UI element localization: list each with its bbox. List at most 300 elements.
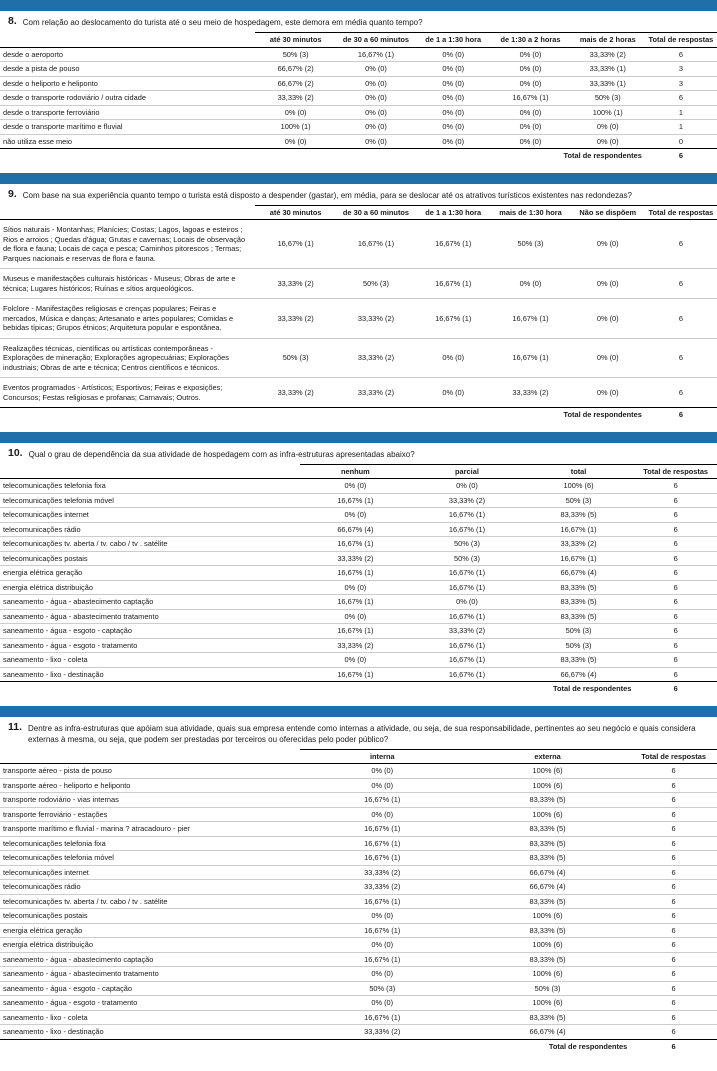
data-cell: 33,33% (1)	[571, 62, 645, 77]
data-cell: 66,67% (4)	[465, 880, 630, 895]
section-divider-bar	[0, 173, 717, 184]
row-total-cell: 6	[630, 880, 717, 895]
row-label: saneamento - lixo - destinação	[0, 1025, 300, 1040]
data-cell: 16,67% (1)	[411, 638, 523, 653]
data-cell: 83,33% (5)	[465, 1010, 630, 1025]
question-header	[0, 184, 717, 205]
data-cell: 0% (0)	[490, 76, 570, 91]
table-row	[0, 952, 717, 967]
table-row	[0, 638, 717, 653]
table-row	[0, 493, 717, 508]
data-cell: 100% (6)	[465, 909, 630, 924]
table-row	[0, 894, 717, 909]
data-cell: 33,33% (2)	[255, 269, 335, 299]
table-row	[0, 220, 717, 269]
data-cell: 0% (0)	[336, 62, 416, 77]
data-cell: 0% (0)	[416, 91, 490, 106]
row-total-cell: 6	[634, 653, 717, 668]
data-cell: 0% (0)	[571, 378, 645, 408]
row-label: transporte rodoviário - vias internas	[0, 793, 300, 808]
data-cell: 16,67% (1)	[300, 836, 465, 851]
data-cell: 50% (3)	[255, 47, 335, 62]
question-header	[0, 11, 717, 32]
data-cell: 50% (3)	[336, 269, 416, 299]
block-spacer	[0, 163, 717, 173]
column-header-blank	[0, 33, 255, 48]
table-row	[0, 1025, 717, 1040]
data-cell: 100% (1)	[255, 120, 335, 135]
respondents-total-label: Total de respondentes	[553, 684, 632, 693]
row-label: desde o transporte ferroviário	[0, 105, 255, 120]
column-header: parcial	[411, 464, 523, 479]
row-total-cell: 6	[630, 865, 717, 880]
data-cell: 0% (0)	[571, 120, 645, 135]
row-total-cell: 6	[645, 269, 717, 299]
question-text: Qual o grau de dependência da sua atividade de hospedagem com as infra-estruturas apresentadas abaixo?	[28, 449, 415, 459]
data-cell: 33,33% (2)	[300, 1025, 465, 1040]
table-row	[0, 778, 717, 793]
table-row	[0, 822, 717, 837]
table-row	[0, 580, 717, 595]
data-cell: 33,33% (1)	[571, 76, 645, 91]
respondents-total-value: 6	[673, 684, 678, 693]
column-header: total	[523, 464, 635, 479]
row-total-cell: 6	[630, 1025, 717, 1040]
data-cell: 50% (3)	[255, 338, 335, 378]
data-cell: 33,33% (2)	[255, 299, 335, 339]
data-cell: 83,33% (5)	[523, 595, 635, 610]
table-row	[0, 134, 717, 149]
data-cell: 100% (6)	[465, 764, 630, 779]
respondents-total-value: 6	[678, 151, 683, 160]
question-block-8	[0, 0, 717, 173]
row-total-cell: 6	[634, 566, 717, 581]
table-row	[0, 76, 717, 91]
data-cell: 83,33% (5)	[465, 952, 630, 967]
row-label: saneamento - água - esgoto - captação	[0, 981, 300, 996]
column-header: Total de respostas	[645, 33, 717, 48]
table-row	[0, 595, 717, 610]
block-spacer	[0, 1053, 717, 1063]
data-cell: 0% (0)	[336, 120, 416, 135]
table-row	[0, 851, 717, 866]
data-cell: 16,67% (1)	[416, 269, 490, 299]
data-cell: 50% (3)	[571, 91, 645, 106]
row-label: saneamento - água - abastecimento captação	[0, 595, 300, 610]
respondents-total-label: Total de respondentes	[563, 151, 642, 160]
table-row	[0, 938, 717, 953]
data-cell: 33,33% (2)	[411, 624, 523, 639]
table-row	[0, 909, 717, 924]
row-total-cell: 1	[645, 120, 717, 135]
row-total-cell: 6	[630, 851, 717, 866]
row-label: saneamento - lixo - coleta	[0, 653, 300, 668]
row-label: desde a pista de pouso	[0, 62, 255, 77]
data-cell: 0% (0)	[300, 609, 412, 624]
table-row	[0, 479, 717, 494]
row-total-cell: 6	[630, 764, 717, 779]
row-total-cell: 6	[634, 522, 717, 537]
section-divider-bar	[0, 0, 717, 11]
respondents-total-row	[0, 682, 717, 696]
data-cell: 16,67% (1)	[411, 508, 523, 523]
data-cell: 0% (0)	[490, 47, 570, 62]
data-cell: 0% (0)	[300, 479, 412, 494]
row-total-cell: 6	[645, 299, 717, 339]
data-cell: 16,67% (1)	[300, 493, 412, 508]
data-cell: 100% (6)	[465, 996, 630, 1011]
row-label: telecomunicações internet	[0, 865, 300, 880]
data-cell: 0% (0)	[416, 62, 490, 77]
data-cell: 100% (6)	[465, 778, 630, 793]
column-header: de 1 a 1:30 hora	[416, 205, 490, 220]
data-cell: 66,67% (4)	[465, 1025, 630, 1040]
data-cell: 16,67% (1)	[336, 47, 416, 62]
table-row	[0, 551, 717, 566]
data-cell: 16,67% (1)	[336, 220, 416, 269]
data-cell: 0% (0)	[416, 378, 490, 408]
question-block-11	[0, 706, 717, 1064]
data-cell: 0% (0)	[255, 105, 335, 120]
question-text: Dentre as infra-estruturas que apóiam sua atividade, quais sua empresa entende como internas a atividade, ou seja, de sua responsabilidade, pertinentes ao seu negócio e quais considera externas à mesma, ou seja, que podem ser prestadas por terceiros ou oferecidas pelo poder público?	[28, 723, 696, 744]
row-total-cell: 6	[634, 595, 717, 610]
data-cell: 33,33% (2)	[571, 47, 645, 62]
data-cell: 83,33% (5)	[523, 653, 635, 668]
data-cell: 16,67% (1)	[411, 580, 523, 595]
question-header	[0, 443, 717, 464]
row-label: saneamento - água - esgoto - tratamento	[0, 996, 300, 1011]
data-cell: 16,67% (1)	[300, 923, 465, 938]
data-cell: 0% (0)	[411, 595, 523, 610]
column-header: de 30 a 60 minutos	[336, 205, 416, 220]
column-header: nenhum	[300, 464, 412, 479]
table-row	[0, 269, 717, 299]
table-row	[0, 624, 717, 639]
row-total-cell: 6	[630, 807, 717, 822]
data-cell: 0% (0)	[490, 269, 570, 299]
row-total-cell: 6	[634, 551, 717, 566]
results-table	[0, 749, 717, 1054]
row-total-cell: 6	[634, 609, 717, 624]
data-cell: 16,67% (1)	[490, 91, 570, 106]
row-label: desde o heliporto e heliponto	[0, 76, 255, 91]
data-cell: 83,33% (5)	[465, 836, 630, 851]
question-block-10	[0, 432, 717, 706]
data-cell: 0% (0)	[571, 338, 645, 378]
column-header: de 1:30 a 2 horas	[490, 33, 570, 48]
data-cell: 16,67% (1)	[523, 551, 635, 566]
column-header: até 30 minutos	[255, 33, 335, 48]
column-header: Total de respostas	[630, 749, 717, 764]
data-cell: 100% (6)	[523, 479, 635, 494]
row-total-cell: 6	[630, 909, 717, 924]
table-row	[0, 880, 717, 895]
row-label: telecomunicações tv. aberta / tv. cabo / tv . satélite	[0, 894, 300, 909]
table-row	[0, 793, 717, 808]
question-number: 8.	[8, 15, 17, 27]
row-total-cell: 6	[630, 793, 717, 808]
table-row	[0, 1010, 717, 1025]
data-cell: 50% (3)	[523, 624, 635, 639]
data-cell: 100% (6)	[465, 967, 630, 982]
row-label: Eventos programados - Artísticos; Esportivos; Feiras e exposições; Concursos; Festas religiosas e profanas; Carnavais; Outros.	[0, 378, 255, 408]
row-total-cell: 6	[630, 836, 717, 851]
data-cell: 16,67% (1)	[300, 851, 465, 866]
data-cell: 0% (0)	[571, 269, 645, 299]
table-row	[0, 981, 717, 996]
data-cell: 66,67% (4)	[300, 522, 412, 537]
row-label: transporte ferroviário - estações	[0, 807, 300, 822]
table-row	[0, 923, 717, 938]
row-label: saneamento - lixo - destinação	[0, 667, 300, 682]
row-total-cell: 6	[634, 638, 717, 653]
data-cell: 0% (0)	[571, 134, 645, 149]
data-cell: 0% (0)	[416, 47, 490, 62]
row-label: telecomunicações tv. aberta / tv. cabo / tv . satélite	[0, 537, 300, 552]
table-row	[0, 609, 717, 624]
data-cell: 16,67% (1)	[523, 522, 635, 537]
table-row	[0, 120, 717, 135]
respondents-total-value: 6	[678, 410, 683, 419]
data-cell: 33,33% (2)	[336, 378, 416, 408]
data-cell: 16,67% (1)	[300, 894, 465, 909]
table-row	[0, 522, 717, 537]
data-cell: 83,33% (5)	[523, 580, 635, 595]
column-header-blank	[0, 749, 300, 764]
section-divider-bar	[0, 706, 717, 717]
data-cell: 33,33% (2)	[411, 493, 523, 508]
row-label: telecomunicações postais	[0, 909, 300, 924]
data-cell: 83,33% (5)	[465, 793, 630, 808]
data-cell: 50% (3)	[523, 638, 635, 653]
data-cell: 0% (0)	[490, 120, 570, 135]
data-cell: 0% (0)	[255, 134, 335, 149]
row-total-cell: 6	[645, 378, 717, 408]
column-header: externa	[465, 749, 630, 764]
row-total-cell: 6	[630, 923, 717, 938]
row-label: telecomunicações rádio	[0, 522, 300, 537]
data-cell: 0% (0)	[300, 967, 465, 982]
data-cell: 16,67% (1)	[411, 667, 523, 682]
row-total-cell: 6	[630, 981, 717, 996]
data-cell: 83,33% (5)	[523, 609, 635, 624]
column-header: mais de 1:30 hora	[490, 205, 570, 220]
row-label: transporte aéreo - heliporto e heliponto	[0, 778, 300, 793]
data-cell: 83,33% (5)	[465, 894, 630, 909]
data-cell: 66,67% (4)	[465, 865, 630, 880]
row-label: não utiliza esse meio	[0, 134, 255, 149]
table-row	[0, 91, 717, 106]
data-cell: 50% (3)	[490, 220, 570, 269]
row-label: saneamento - lixo - coleta	[0, 1010, 300, 1025]
row-label: telecomunicações telefonia fixa	[0, 479, 300, 494]
data-cell: 66,67% (4)	[523, 566, 635, 581]
table-row	[0, 653, 717, 668]
row-label: transporte marítimo e fluvial - marina ? atracadouro - pier	[0, 822, 300, 837]
data-cell: 16,67% (1)	[300, 566, 412, 581]
data-cell: 0% (0)	[571, 299, 645, 339]
column-header: Não se dispõem	[571, 205, 645, 220]
data-cell: 16,67% (1)	[300, 1010, 465, 1025]
row-total-cell: 6	[630, 1010, 717, 1025]
block-spacer	[0, 422, 717, 432]
data-cell: 83,33% (5)	[465, 851, 630, 866]
data-cell: 33,33% (2)	[490, 378, 570, 408]
results-table	[0, 32, 717, 163]
column-header: mais de 2 horas	[571, 33, 645, 48]
row-total-cell: 6	[634, 508, 717, 523]
question-text: Com base na sua experiência quanto tempo o turista está disposto a despender (gastar), em média, para se deslocar até os atrativos turísticos existentes nas redondezas?	[22, 190, 632, 200]
data-cell: 16,67% (1)	[490, 299, 570, 339]
data-cell: 33,33% (2)	[523, 537, 635, 552]
row-total-cell: 6	[630, 894, 717, 909]
row-total-cell: 6	[634, 580, 717, 595]
table-row	[0, 378, 717, 408]
row-label: Folclore - Manifestações religiosas e crenças populares; Feiras e mercados, Música e danças; Artesanato e artes populares; Comidas e bebidas típicas; Grupos étnicos; Arquitetura popular e espontânea.	[0, 299, 255, 339]
row-label: desde o transporte rodoviário / outra cidade	[0, 91, 255, 106]
data-cell: 16,67% (1)	[300, 822, 465, 837]
respondents-total-label: Total de respondentes	[563, 410, 642, 419]
row-label: telecomunicações internet	[0, 508, 300, 523]
row-total-cell: 6	[630, 967, 717, 982]
column-header: Total de respostas	[634, 464, 717, 479]
data-cell: 33,33% (2)	[300, 880, 465, 895]
data-cell: 0% (0)	[336, 134, 416, 149]
data-cell: 50% (3)	[523, 493, 635, 508]
respondents-total-row	[0, 408, 717, 422]
row-label: energia elétrica distribuição	[0, 938, 300, 953]
row-label: desde o transporte marítimo e fluvial	[0, 120, 255, 135]
block-spacer	[0, 696, 717, 706]
table-row	[0, 967, 717, 982]
respondents-total-value: 6	[671, 1041, 676, 1051]
table-row	[0, 105, 717, 120]
question-header	[0, 717, 717, 749]
row-total-cell: 6	[645, 91, 717, 106]
data-cell: 83,33% (5)	[465, 923, 630, 938]
results-table	[0, 464, 717, 696]
data-cell: 16,67% (1)	[490, 338, 570, 378]
data-cell: 33,33% (2)	[300, 638, 412, 653]
data-cell: 33,33% (2)	[255, 378, 335, 408]
data-cell: 16,67% (1)	[255, 220, 335, 269]
row-label: telecomunicações telefonia fixa	[0, 836, 300, 851]
row-label: Museus e manifestações culturais históricas - Museus; Obras de arte e técnica; Lugares históricos; Ruínas e sítios arqueológicos.	[0, 269, 255, 299]
row-label: saneamento - água - esgoto - captação	[0, 624, 300, 639]
data-cell: 0% (0)	[416, 338, 490, 378]
data-cell: 33,33% (2)	[336, 299, 416, 339]
data-cell: 0% (0)	[416, 120, 490, 135]
column-header: Total de respostas	[645, 205, 717, 220]
data-cell: 100% (6)	[465, 938, 630, 953]
data-cell: 0% (0)	[336, 105, 416, 120]
column-header: de 1 a 1:30 hora	[416, 33, 490, 48]
data-cell: 16,67% (1)	[411, 609, 523, 624]
table-row	[0, 996, 717, 1011]
respondents-total-label: Total de respondentes	[548, 1041, 628, 1051]
data-cell: 50% (3)	[300, 981, 465, 996]
data-cell: 50% (3)	[411, 551, 523, 566]
data-cell: 0% (0)	[411, 479, 523, 494]
row-label: saneamento - água - abastecimento tratamento	[0, 609, 300, 624]
data-cell: 16,67% (1)	[300, 595, 412, 610]
table-row	[0, 807, 717, 822]
column-header: até 30 minutos	[255, 205, 335, 220]
data-cell: 16,67% (1)	[411, 522, 523, 537]
data-cell: 0% (0)	[571, 220, 645, 269]
data-cell: 0% (0)	[490, 134, 570, 149]
row-label: saneamento - água - abastecimento captação	[0, 952, 300, 967]
data-cell: 50% (3)	[411, 537, 523, 552]
data-cell: 0% (0)	[336, 91, 416, 106]
row-label: telecomunicações telefonia móvel	[0, 493, 300, 508]
row-total-cell: 6	[634, 667, 717, 682]
question-number: 10.	[8, 446, 23, 459]
results-table	[0, 205, 717, 422]
respondents-total-row	[0, 149, 717, 163]
table-row	[0, 566, 717, 581]
data-cell: 0% (0)	[300, 653, 412, 668]
row-total-cell: 6	[630, 952, 717, 967]
row-total-cell: 6	[630, 938, 717, 953]
data-cell: 16,67% (1)	[300, 793, 465, 808]
data-cell: 16,67% (1)	[300, 624, 412, 639]
row-label: saneamento - água - esgoto - tratamento	[0, 638, 300, 653]
data-cell: 0% (0)	[300, 807, 465, 822]
question-text: Com relação ao deslocamento do turista até o seu meio de hospedagem, este demora em média quanto tempo?	[22, 18, 423, 27]
row-total-cell: 3	[645, 76, 717, 91]
row-label: Realizações técnicas, científicas ou artísticas contemporâneas - Explorações de mineração; Explorações agropecuárias; Explorações industriais; Obras de arte e técnica; Centros científicos e técnicos.	[0, 338, 255, 378]
row-label: telecomunicações postais	[0, 551, 300, 566]
question-number: 11.	[8, 720, 23, 733]
data-cell: 66,67% (2)	[255, 76, 335, 91]
row-total-cell: 6	[634, 493, 717, 508]
data-cell: 0% (0)	[416, 105, 490, 120]
data-cell: 0% (0)	[490, 62, 570, 77]
row-total-cell: 1	[645, 105, 717, 120]
data-cell: 0% (0)	[300, 764, 465, 779]
column-header: interna	[300, 749, 465, 764]
data-cell: 33,33% (2)	[255, 91, 335, 106]
data-cell: 16,67% (1)	[416, 220, 490, 269]
data-cell: 16,67% (1)	[300, 537, 412, 552]
row-label: transporte aéreo - pista de pouso	[0, 764, 300, 779]
table-row	[0, 865, 717, 880]
column-header: de 30 a 60 minutos	[336, 33, 416, 48]
row-total-cell: 3	[645, 62, 717, 77]
data-cell: 0% (0)	[300, 580, 412, 595]
data-cell: 66,67% (4)	[523, 667, 635, 682]
data-cell: 0% (0)	[336, 76, 416, 91]
data-cell: 33,33% (2)	[300, 551, 412, 566]
data-cell: 0% (0)	[490, 105, 570, 120]
respondents-total-row	[0, 1039, 717, 1053]
data-cell: 16,67% (1)	[416, 299, 490, 339]
table-row	[0, 508, 717, 523]
row-total-cell: 6	[630, 996, 717, 1011]
row-total-cell: 6	[630, 778, 717, 793]
data-cell: 66,67% (2)	[255, 62, 335, 77]
row-total-cell: 6	[634, 624, 717, 639]
data-cell: 16,67% (1)	[411, 653, 523, 668]
question-block-9	[0, 173, 717, 432]
data-cell: 50% (3)	[465, 981, 630, 996]
table-row	[0, 764, 717, 779]
row-total-cell: 6	[645, 47, 717, 62]
data-cell: 16,67% (1)	[300, 667, 412, 682]
data-cell: 0% (0)	[416, 76, 490, 91]
row-total-cell: 6	[630, 822, 717, 837]
